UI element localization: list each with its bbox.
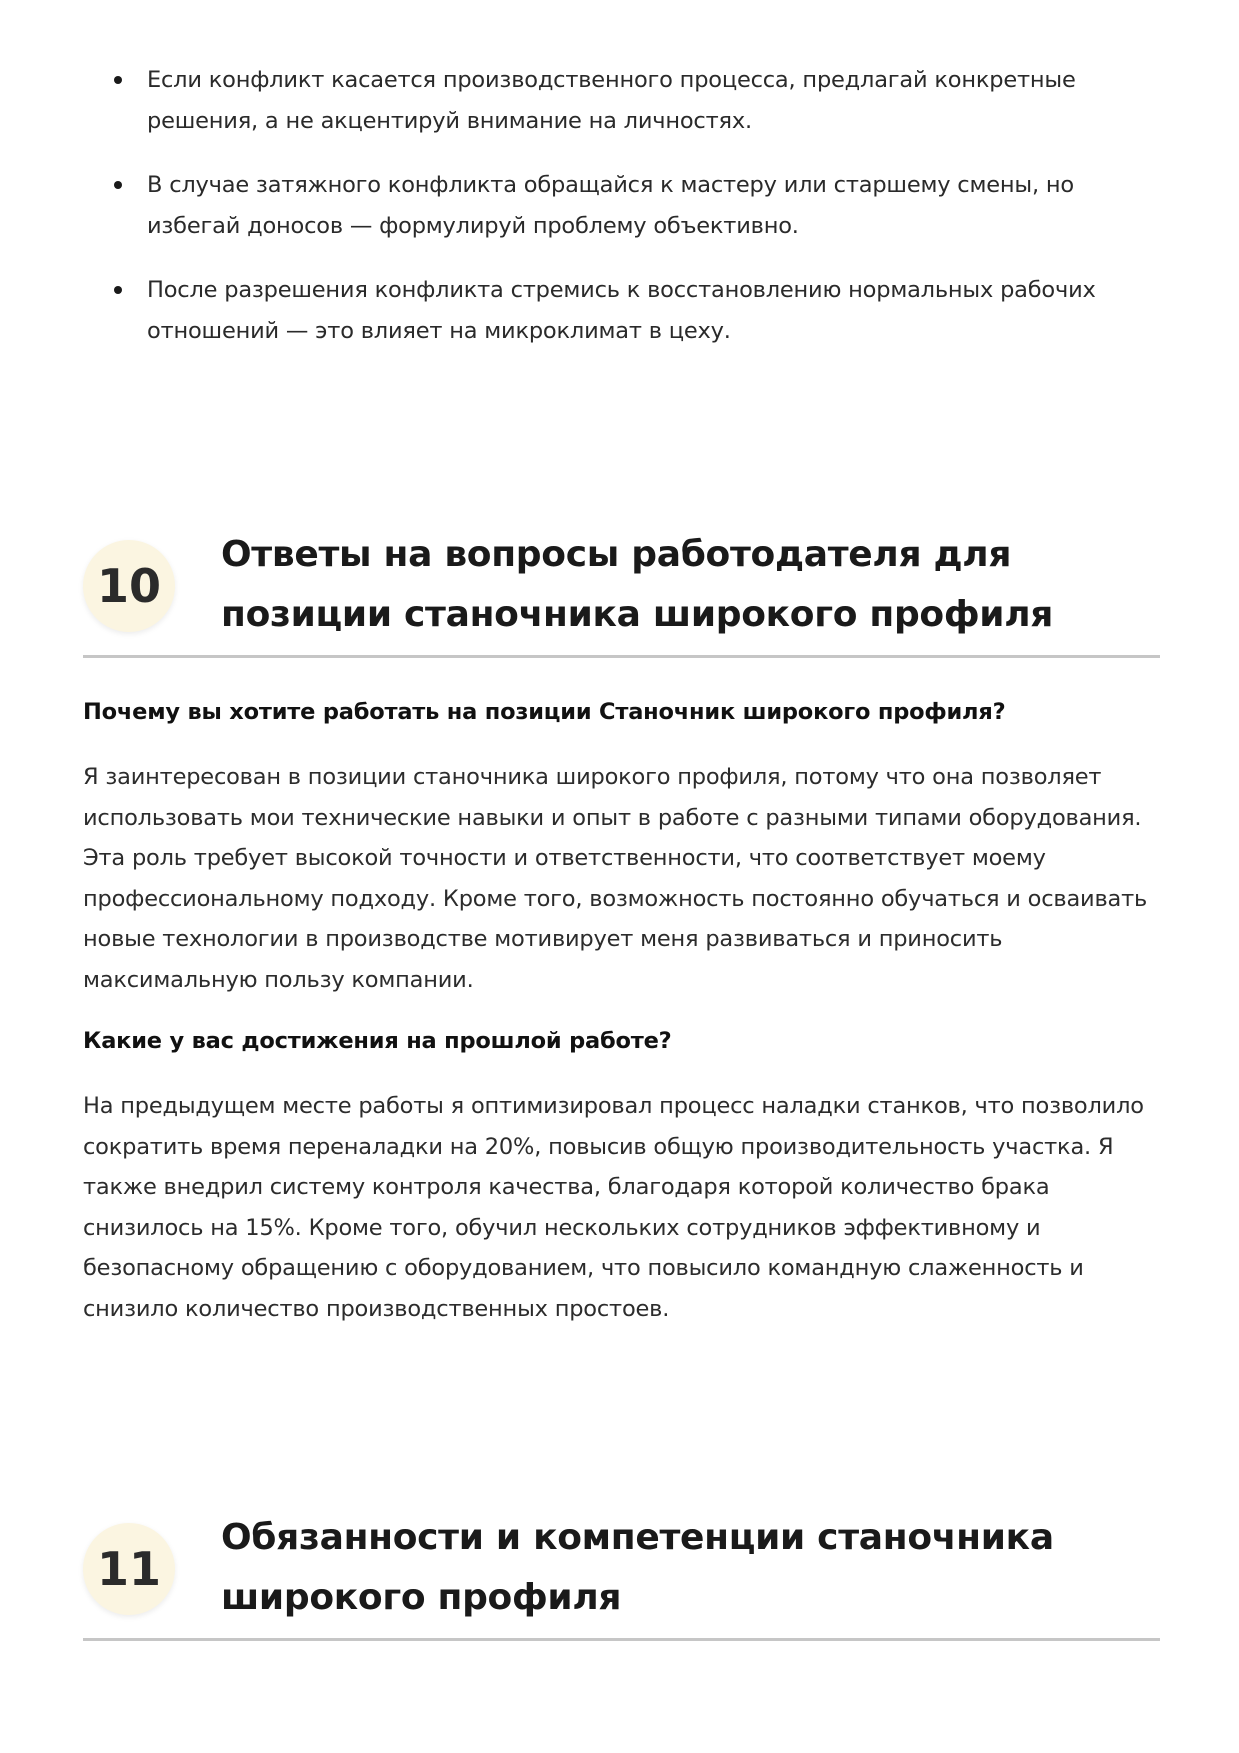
question-heading: Какие у вас достижения на прошлой работе? xyxy=(83,1028,672,1054)
answer-paragraph: На предыдущем месте работы я оптимизировал процесс наладки станков, что позволило сократить время переналадки на 20%, повысив общую производительность участка. Я также внедрил систему контроля качества, благодаря которой количество брака снизилось на 15%. Кроме того, обучил нескольких сотрудников эффективному и безопасному обращению с оборудованием, что повысило командную слаженность и снизило количество производственных простоев. xyxy=(83,1093,1144,1322)
section-title: Ответы на вопросы работодателя для позиции станочника широкого профиля xyxy=(221,534,1054,635)
section-10-header xyxy=(83,525,1160,658)
section-11-header xyxy=(83,1508,1160,1641)
conflict-tips-list xyxy=(123,60,1163,375)
answer-paragraph: Я заинтересован в позиции станочника широкого профиля, потому что она позволяет использовать мои технические навыки и опыт в работе с разными типами оборудования. Эта роль требует высокой точности и ответственности, что соответствует моему профессиональному подходу. Кроме того, возможность постоянно обучаться и осваивать новые технологии в производстве мотивирует меня развиваться и приносить максимальную пользу компании. xyxy=(83,764,1148,993)
section-number-badge: 10 xyxy=(83,540,175,632)
list-item: Если конфликт касается производственного процесса, предлагай конкретные решения, а не акцентируй внимание на личностях. xyxy=(123,60,1163,141)
list-item: В случае затяжного конфликта обращайся к мастеру или старшему смены, но избегай доносов — формулируй проблему объективно. xyxy=(123,165,1163,246)
question-heading: Почему вы хотите работать на позиции Станочник широкого профиля? xyxy=(83,699,1006,725)
section-number-badge: 11 xyxy=(83,1523,175,1615)
section-title: Обязанности и компетенции станочника широкого профиля xyxy=(221,1517,1054,1618)
list-item: После разрешения конфликта стремись к восстановлению нормальных рабочих отношений — это влияет на микроклимат в цеху. xyxy=(123,270,1163,351)
